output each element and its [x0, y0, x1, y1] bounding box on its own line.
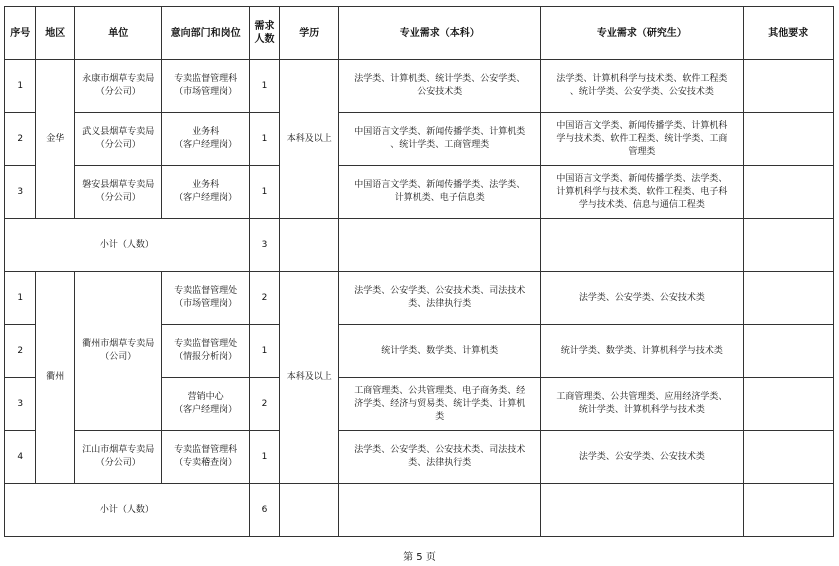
other-cell: [743, 113, 834, 166]
table-row: [5, 60, 834, 113]
empty-cell: [743, 484, 834, 537]
subtotal-label: 小计（人数）: [5, 484, 250, 537]
dept-cell: 业务科 （客户经理岗）: [162, 113, 249, 166]
graduate-major-cell: 中国语言文学类、新闻传播学类、计算机科 学与技术类、软件工程类、统计学类、工商 管理类: [541, 113, 743, 166]
graduate-major-cell: 统计学类、数学类、计算机科学与技术类: [541, 325, 743, 378]
header-other: 其他要求: [743, 7, 834, 60]
seq-cell: 4: [5, 431, 36, 484]
bachelor-major-cell: 法学类、公安学类、公安技术类、司法技术 类、法律执行类: [339, 431, 541, 484]
page-number: 第 5 页: [403, 552, 436, 563]
other-cell: [743, 272, 834, 325]
unit-cell: 永康市烟草专卖局 （分公司）: [75, 60, 162, 113]
graduate-major-cell: 中国语言文学类、新闻传播学类、法学类、 计算机科学与技术类、软件工程类、电子科 学与技术类、信息与通信工程类: [541, 166, 743, 219]
graduate-major-cell: 法学类、公安学类、公安技术类: [541, 272, 743, 325]
subtotal-value: 3: [249, 219, 279, 272]
count-cell: 1: [249, 325, 279, 378]
dept-cell: 专卖监督管理科 （专卖稽查岗）: [162, 431, 249, 484]
empty-cell: [541, 484, 743, 537]
bachelor-major-cell: 中国语言文学类、新闻传播学类、计算机类 、统计学类、工商管理类: [339, 113, 541, 166]
empty-cell: [541, 219, 743, 272]
seq-cell: 3: [5, 166, 36, 219]
region-cell-quzhou: 衢州: [36, 272, 75, 484]
dept-cell: 专卖监督管理处 （情报分析岗）: [162, 325, 249, 378]
table-row: [5, 272, 834, 325]
region-cell-jinhua: 金华: [36, 60, 75, 219]
empty-cell: [743, 219, 834, 272]
unit-cell: 衢州市烟草专卖局 （公司）: [75, 272, 162, 431]
count-cell: 1: [249, 166, 279, 219]
bachelor-major-cell: 法学类、公安学类、公安技术类、司法技术 类、法律执行类: [339, 272, 541, 325]
education-cell-quzhou: 本科及以上: [280, 272, 339, 484]
dept-cell: 业务科 （客户经理岗）: [162, 166, 249, 219]
graduate-major-cell: 工商管理类、公共管理类、应用经济学类、 统计学类、计算机科学与技术类: [541, 378, 743, 431]
dept-cell: 专卖监督管理处 （市场管理岗）: [162, 272, 249, 325]
count-cell: 1: [249, 113, 279, 166]
other-cell: [743, 166, 834, 219]
header-major-graduate: 专业需求（研究生）: [541, 7, 743, 60]
table-row: [5, 166, 834, 219]
subtotal-row-jinhua: [5, 219, 834, 272]
header-count: 需求 人数: [249, 7, 279, 60]
other-cell: [743, 325, 834, 378]
other-cell: [743, 378, 834, 431]
empty-cell: [280, 484, 339, 537]
seq-cell: 2: [5, 113, 36, 166]
header-row: [5, 7, 834, 60]
count-cell: 2: [249, 272, 279, 325]
header-region: 地区: [36, 7, 75, 60]
unit-cell: 江山市烟草专卖局 （分公司）: [75, 431, 162, 484]
count-cell: 1: [249, 431, 279, 484]
empty-cell: [280, 219, 339, 272]
other-cell: [743, 431, 834, 484]
seq-cell: 2: [5, 325, 36, 378]
unit-cell: 磐安县烟草专卖局 （分公司）: [75, 166, 162, 219]
unit-cell: 武义县烟草专卖局 （分公司）: [75, 113, 162, 166]
bachelor-major-cell: 中国语言文学类、新闻传播学类、法学类、 计算机类、电子信息类: [339, 166, 541, 219]
empty-cell: [339, 219, 541, 272]
bachelor-major-cell: 统计学类、数学类、计算机类: [339, 325, 541, 378]
table-row: [5, 113, 834, 166]
other-cell: [743, 60, 834, 113]
education-cell-jinhua: 本科及以上: [280, 60, 339, 219]
subtotal-row-quzhou: [5, 484, 834, 537]
header-education: 学历: [280, 7, 339, 60]
seq-cell: 1: [5, 60, 36, 113]
bachelor-major-cell: 工商管理类、公共管理类、电子商务类、经 济学类、经济与贸易类、统计学类、计算机 类: [339, 378, 541, 431]
dept-cell: 专卖监督管理科 （市场管理岗）: [162, 60, 249, 113]
count-cell: 2: [249, 378, 279, 431]
subtotal-value: 6: [249, 484, 279, 537]
dept-cell: 营销中心 （客户经理岗）: [162, 378, 249, 431]
seq-cell: 1: [5, 272, 36, 325]
count-cell: 1: [249, 60, 279, 113]
seq-cell: 3: [5, 378, 36, 431]
header-seq: 序号: [5, 7, 36, 60]
header-major-bachelor: 专业需求（本科）: [339, 7, 541, 60]
graduate-major-cell: 法学类、计算机科学与技术类、软件工程类 、统计学类、公安学类、公安技术类: [541, 60, 743, 113]
graduate-major-cell: 法学类、公安学类、公安技术类: [541, 431, 743, 484]
table-row: [5, 431, 834, 484]
bachelor-major-cell: 法学类、计算机类、统计学类、公安学类、 公安技术类: [339, 60, 541, 113]
recruitment-table: [4, 6, 834, 537]
header-unit: 单位: [75, 7, 162, 60]
subtotal-label: 小计（人数）: [5, 219, 250, 272]
empty-cell: [339, 484, 541, 537]
header-dept-post: 意向部门和岗位: [162, 7, 249, 60]
